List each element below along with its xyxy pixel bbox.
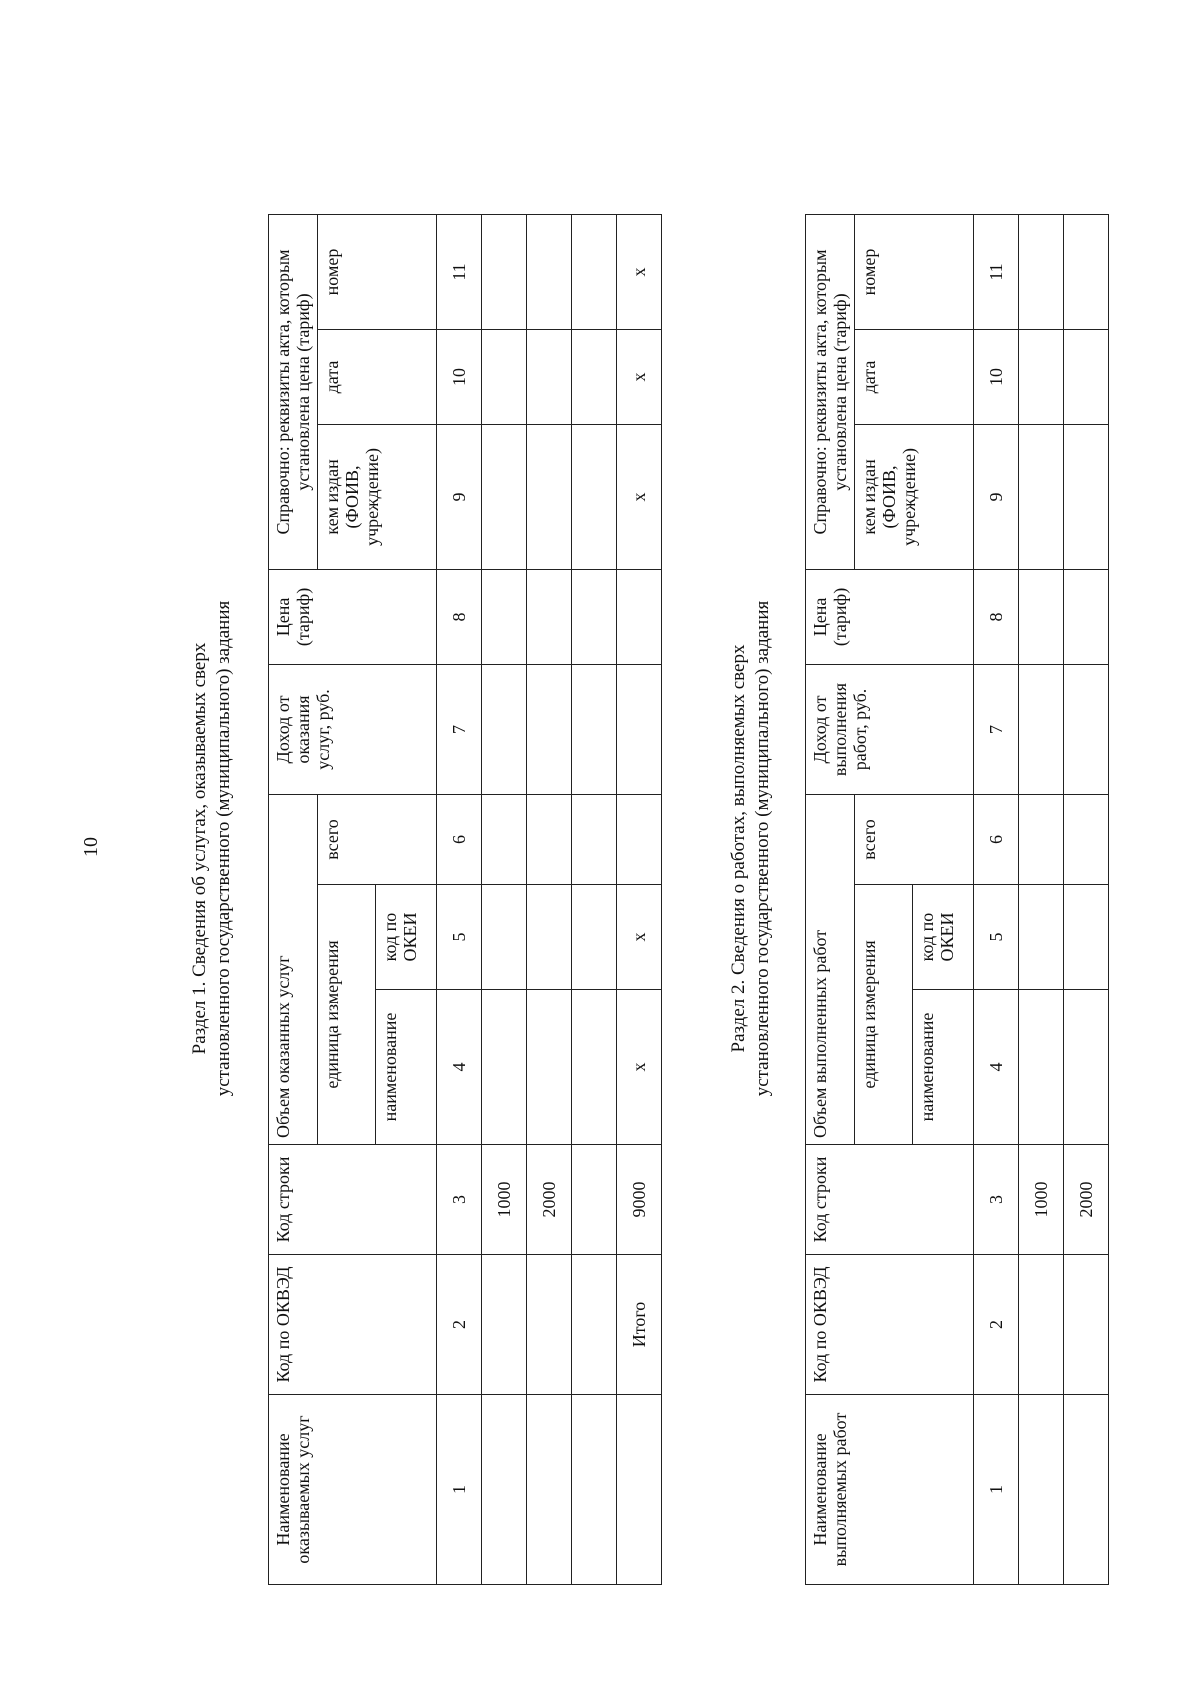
column-number-cell: 2 (437, 1255, 482, 1395)
table-cell (1064, 214, 1109, 329)
table-cell (1064, 1395, 1109, 1585)
section1-title (188, 0, 236, 1697)
column-number-cell: 9 (974, 424, 1019, 569)
column-number-cell: 10 (437, 329, 482, 424)
table-cell (572, 424, 617, 569)
table-cell (1019, 664, 1064, 794)
table-cell (572, 329, 617, 424)
table-cell (1019, 1395, 1064, 1585)
header-unit-name: наименование (376, 990, 437, 1145)
column-number-cell: 6 (974, 794, 1019, 884)
table-cell: x (617, 214, 662, 329)
table-cell (1019, 885, 1064, 990)
table-cell (1064, 569, 1109, 664)
column-number-cell: 1 (437, 1395, 482, 1585)
column-number-cell: 7 (437, 664, 482, 794)
table-cell: x (617, 885, 662, 990)
header-service-name: Наименование оказываемых услуг (269, 1395, 437, 1585)
column-number-cell: 4 (974, 990, 1019, 1145)
table-cell (527, 329, 572, 424)
section2-table (805, 214, 1109, 1585)
section2-title-line2: установленного государственного (муниципального) задания (752, 600, 773, 1097)
table-cell (482, 424, 527, 569)
table-cell: 1000 (482, 1145, 527, 1255)
table-cell (1064, 990, 1109, 1145)
header-okei: код по ОКЕИ (376, 885, 437, 990)
header-income: Доход от оказания услуг, руб. (269, 664, 437, 794)
table-cell (1019, 329, 1064, 424)
header-issued-by: кем издан (ФОИВ, учреждение) (855, 424, 974, 569)
table-cell (617, 1395, 662, 1585)
column-number-cell: 1 (974, 1395, 1019, 1585)
table-cell (572, 794, 617, 884)
section2-title-line1: Раздел 2. Сведения о работах, выполняемых сверх (728, 644, 749, 1053)
header-row-code: Код строки (269, 1145, 437, 1255)
table-row (482, 214, 527, 1584)
header-volume: Объем выполненных работ (806, 794, 855, 1144)
table-cell (527, 1255, 572, 1395)
header-income: Доход от выполнения работ, руб. (806, 664, 974, 794)
table-cell (572, 214, 617, 329)
table-row (527, 214, 572, 1584)
column-number-row (974, 214, 1019, 1584)
table-cell (617, 569, 662, 664)
table-cell (527, 1395, 572, 1585)
header-date: дата (318, 329, 437, 424)
table-cell: 2000 (527, 1145, 572, 1255)
column-number-cell: 9 (437, 424, 482, 569)
header-number: номер (318, 214, 437, 329)
table-cell (617, 794, 662, 884)
header-unit: единица измерения (855, 885, 913, 1145)
table-cell (572, 569, 617, 664)
section1-table (268, 214, 662, 1585)
table-cell (1019, 794, 1064, 884)
table-row (617, 214, 662, 1584)
table-cell: 1000 (1019, 1145, 1064, 1255)
column-number-cell: 2 (974, 1255, 1019, 1395)
column-number-cell: 3 (437, 1145, 482, 1255)
table-cell: x (617, 424, 662, 569)
table-cell (572, 1395, 617, 1585)
table-cell (527, 569, 572, 664)
section1-title-line1: Раздел 1. Сведения об услугах, оказываемых сверх (189, 642, 210, 1055)
table-cell (617, 664, 662, 794)
table-cell: x (617, 990, 662, 1145)
table-cell (482, 664, 527, 794)
table-cell: 2000 (1064, 1145, 1109, 1255)
table-cell (1064, 885, 1109, 990)
header-okved: Код по ОКВЭД (269, 1255, 437, 1395)
header-reference: Справочно: реквизиты акта, которым установлена цена (тариф) (269, 214, 318, 569)
header-date: дата (855, 329, 974, 424)
table-cell (1064, 1255, 1109, 1395)
column-number-cell: 5 (437, 885, 482, 990)
table-cell (1064, 329, 1109, 424)
header-unit-name: наименование (913, 990, 974, 1145)
table-cell (527, 424, 572, 569)
table-cell: Итого (617, 1255, 662, 1395)
table-cell (1064, 424, 1109, 569)
column-number-cell: 11 (437, 214, 482, 329)
table-cell (1064, 664, 1109, 794)
column-number-cell: 8 (437, 569, 482, 664)
table-cell (527, 664, 572, 794)
table-cell (1019, 424, 1064, 569)
table-cell (482, 885, 527, 990)
column-number-cell: 7 (974, 664, 1019, 794)
column-number-cell: 4 (437, 990, 482, 1145)
table-cell (1019, 1255, 1064, 1395)
table-cell (572, 990, 617, 1145)
table-cell (527, 885, 572, 990)
table-cell (1019, 569, 1064, 664)
table-cell (482, 329, 527, 424)
table-cell: x (617, 329, 662, 424)
header-price: Цена (тариф) (269, 569, 437, 664)
section2-table-body (974, 214, 1109, 1584)
table-cell (572, 664, 617, 794)
table-cell (527, 794, 572, 884)
section2-title (727, 0, 775, 1697)
header-issued-by: кем издан (ФОИВ, учреждение) (318, 424, 437, 569)
header-reference: Справочно: реквизиты акта, которым установлена цена (тариф) (806, 214, 855, 569)
table-cell (572, 1255, 617, 1395)
table-cell (1019, 990, 1064, 1145)
table-cell (1064, 794, 1109, 884)
column-number-cell: 11 (974, 214, 1019, 329)
header-total: всего (318, 794, 437, 884)
table-row (1064, 214, 1109, 1584)
table-cell (572, 1145, 617, 1255)
header-volume: Объем оказанных услуг (269, 794, 318, 1144)
column-number-cell: 5 (974, 885, 1019, 990)
column-number-row (437, 214, 482, 1584)
column-number-cell: 3 (974, 1145, 1019, 1255)
header-row-code: Код строки (806, 1145, 974, 1255)
column-number-cell: 6 (437, 794, 482, 884)
table-cell (527, 990, 572, 1145)
section1-table-body (437, 214, 662, 1584)
table-cell: 9000 (617, 1145, 662, 1255)
header-okei: код по ОКЕИ (913, 885, 974, 990)
column-number-cell: 10 (974, 329, 1019, 424)
header-total: всего (855, 794, 974, 884)
column-number-cell: 8 (974, 569, 1019, 664)
table-cell (482, 1255, 527, 1395)
table-cell (482, 569, 527, 664)
table-cell (482, 1395, 527, 1585)
section1-title-line2: установленного государственного (муниципального) задания (213, 600, 234, 1097)
table-row (572, 214, 617, 1584)
table-cell (527, 214, 572, 329)
header-okved: Код по ОКВЭД (806, 1255, 974, 1395)
header-work-name: Наименование выполняемых работ (806, 1395, 974, 1585)
table-cell (1019, 214, 1064, 329)
header-number: номер (855, 214, 974, 329)
table-cell (482, 794, 527, 884)
header-unit: единица измерения (318, 885, 376, 1145)
table-row (1019, 214, 1064, 1584)
table-cell (572, 885, 617, 990)
page-number: 10 (80, 837, 102, 857)
header-price: Цена (тариф) (806, 569, 974, 664)
table-cell (482, 990, 527, 1145)
table-cell (482, 214, 527, 329)
